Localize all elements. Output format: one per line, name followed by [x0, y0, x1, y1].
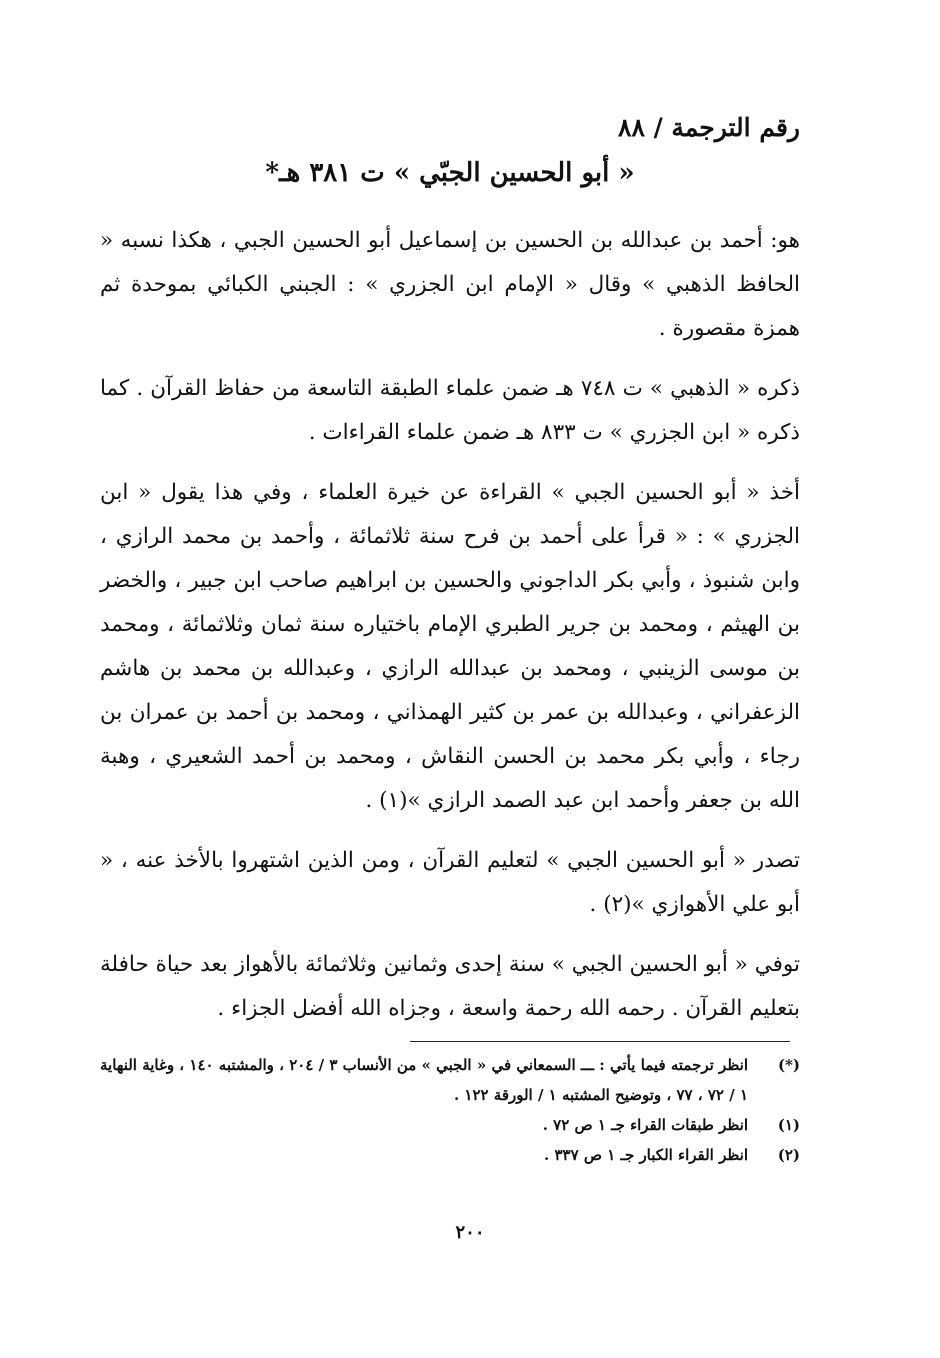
footnote-text: انظر القراء الكبار جـ ١ ص ٣٣٧ .	[544, 1146, 748, 1164]
footnote-item	[100, 1050, 800, 1110]
footnote-divider	[410, 1041, 790, 1042]
footnote-item	[100, 1110, 800, 1140]
footnote-item	[100, 1140, 800, 1170]
footnote-text: انظر ترجمته فيما يأتي : ـــ السمعاني في « الجبي » من الأنساب ٣ / ٢٠٤ ، والمشتبه ١٤٠ ، وغاية النهاية ١ / ٧٢ ، ٧٧ ، وتوضيح المشتبه ١ / الورقة ١٢٢ .	[100, 1056, 748, 1104]
paragraph-teachers: أخذ « أبو الحسين الجبي » القراءة عن خيرة العلماء ، وفي هذا يقول « ابن الجزري » : « قرأ على أحمد بن فرح سنة ثلاثمائة ، وأحمد بن محمد الرازي ، وابن شنبوذ ، وأبي بكر الداجوني والحسين بن ابراهيم صاحب ابن جبير ، والخضر بن الهيثم ، ومحمد بن جرير الطبري الإمام باختياره سنة ثمان وثلاثمائة ، ومحمد بن موسى الزينبي ، ومحمد بن عبدالله الرازي ، وعبدالله بن محمد بن هاشم الزعفراني ، وعبدالله بن عمر بن كثير الهمذاني ، ومحمد بن أحمد بن عمران بن رجاء ، وأبي بكر محمد بن الحسن النقاش ، ومحمد بن أحمد الشعيري ، وهبة الله بن جعفر وأحمد ابن عبد الصمد الرازي »(١) .	[100, 480, 800, 814]
footnote-marker: (٢)	[777, 1146, 800, 1164]
footnotes	[100, 1050, 800, 1170]
biography-title: « أبو الحسين الجبّي » ت ٣٨١ هـ*	[265, 158, 635, 188]
paragraph-lineage: هو: أحمد بن عبدالله بن الحسين بن إسماعيل أبو الحسين الجبي ، هكذا نسبه « الحافظ الذهبي » وقال « الإمام ابن الجزري » : الجبني الكبائي بموحدة ثم همزة مقصورة .	[100, 228, 800, 342]
footnote-marker: (*)	[777, 1056, 800, 1074]
page-number: ٢٠٠	[455, 1222, 485, 1243]
document-body	[100, 110, 800, 1047]
footnote-marker: (١)	[777, 1116, 800, 1134]
paragraph-mentions: ذكره « الذهبي » ت ٧٤٨ هـ ضمن علماء الطبقة التاسعة من حفاظ القرآن . كما ذكره « ابن الجزري » ت ٨٣٣ هـ ضمن علماء القراءات .	[100, 376, 801, 446]
entry-number: رقم الترجمة / ٨٨	[618, 113, 800, 142]
paragraph-students: تصدر « أبو الحسين الجبي » لتعليم القرآن ، ومن الذين اشتهروا بالأخذ عنه ، « أبو علي الأهوازي »(٢) .	[100, 848, 800, 918]
footnote-text: انظر طبقات القراء جـ ١ ص ٧٢ .	[542, 1116, 748, 1134]
paragraph-death: توفي « أبو الحسين الجبي » سنة إحدى وثمانين وثلاثمائة بالأهواز بعد حياة حافلة بتعليم القرآن . رحمه الله رحمة واسعة ، وجزاه الله أفضل الجزاء .	[100, 952, 800, 1022]
